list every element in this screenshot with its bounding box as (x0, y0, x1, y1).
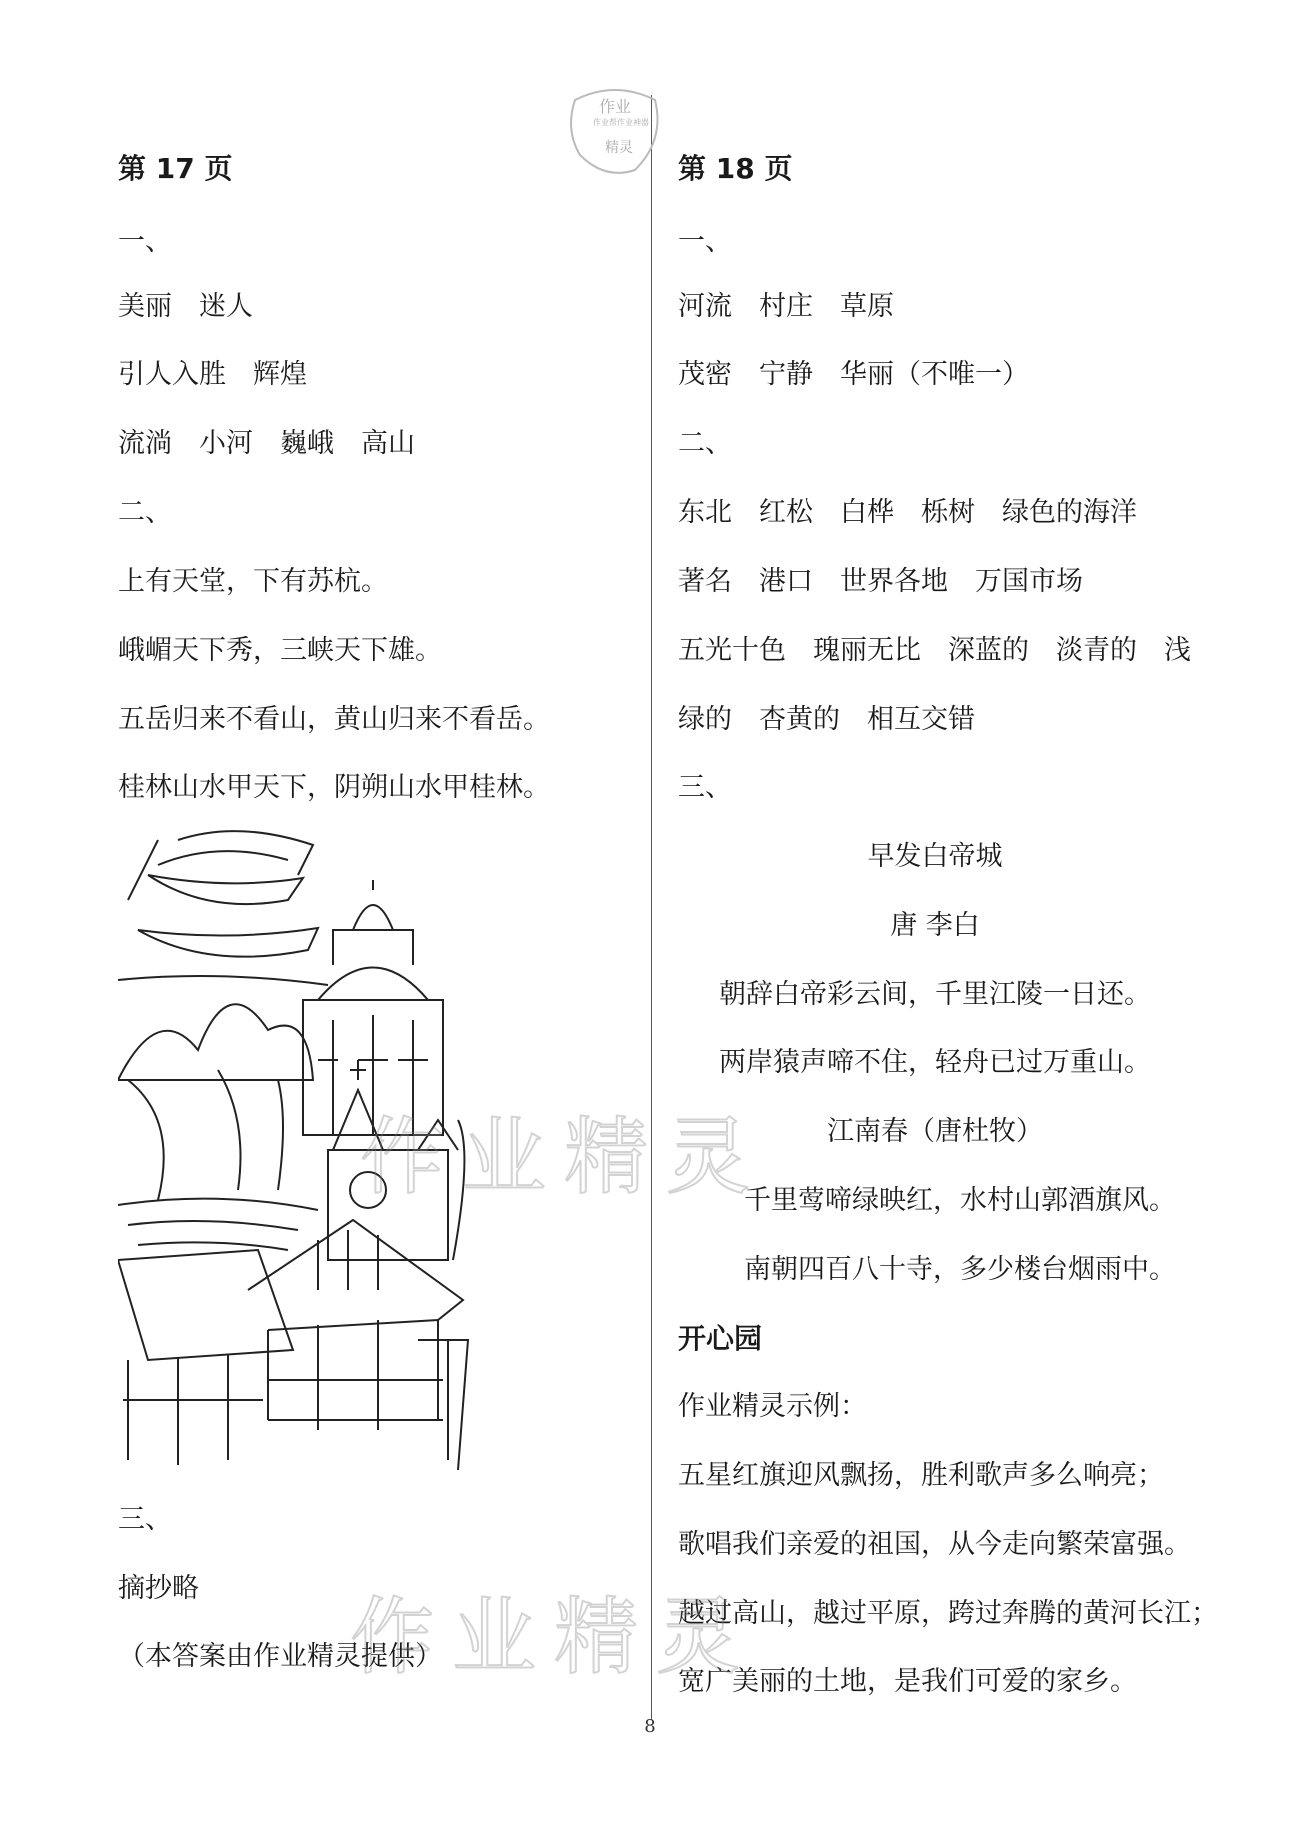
poem-line: 千里莺啼绿映红，水村山郭酒旗风。 (744, 1185, 1176, 1216)
stamp-side-text: 作业帮作业神器 (593, 118, 649, 127)
left-section-1-label: 一、 (118, 226, 172, 257)
left-answer-line: 美丽 迷人 (118, 291, 253, 322)
right-answer-line: 东北 红松 白桦 栎树 绿色的海洋 (678, 497, 1137, 528)
example-line: 歌唱我们亲爱的祖国，从今走向繁荣富强。 (678, 1529, 1191, 1560)
watermark-text: 作业精灵 (360, 1108, 769, 1206)
left-page-heading: 第 17 页 (118, 152, 233, 185)
right-answer-line: 著名 港口 世界各地 万国市场 (678, 566, 1083, 597)
right-answer-line: 河流 村庄 草原 (678, 291, 894, 322)
left-section-2-label: 二、 (118, 497, 172, 528)
right-section-3-label: 三、 (678, 772, 732, 803)
right-answer-line: 五光十色 瑰丽无比 深蓝的 淡青的 浅 (678, 635, 1191, 666)
left-source-note: （本答案由作业精灵提供） (118, 1641, 442, 1672)
poem-line: 朝辞白帝彩云间，千里江陵一日还。 (719, 979, 1151, 1010)
left-answer-line: 峨嵋天下秀，三峡天下雄。 (118, 635, 442, 666)
right-answer-line: 绿的 杏黄的 相互交错 (678, 704, 975, 735)
example-label: 作业精灵示例： (678, 1391, 867, 1422)
left-answer-line: 桂林山水甲天下，阴朔山水甲桂林。 (118, 772, 550, 803)
poem-title: 江南春（唐杜牧） (827, 1116, 1043, 1147)
left-answer-line: 流淌 小河 巍峨 高山 (118, 428, 415, 459)
poem-line: 南朝四百八十寺，多少楼台烟雨中。 (744, 1254, 1176, 1285)
stamp-top-text: 作业 (598, 97, 632, 116)
left-answer-line: 摘抄略 (118, 1573, 199, 1604)
stamp-bottom-text: 精灵 (605, 140, 633, 156)
watermark-stamp (565, 80, 665, 180)
poem-line: 两岸猿声啼不住，轻舟已过万重山。 (719, 1047, 1151, 1078)
left-answer-line: 上有天堂，下有苏杭。 (118, 566, 388, 597)
right-section-1-label: 一、 (678, 226, 732, 257)
left-section-3-label: 三、 (118, 1504, 172, 1535)
poem-author: 唐 李白 (890, 910, 980, 941)
example-line: 宽广美丽的土地，是我们可爱的家乡。 (678, 1666, 1137, 1697)
column-divider (651, 95, 652, 1720)
watermark-text: 作业精灵 (350, 1588, 759, 1686)
poem-title: 早发白帝城 (867, 841, 1003, 872)
right-page-heading: 第 18 页 (678, 152, 793, 185)
left-answer-line: 五岳归来不看山，黄山归来不看岳。 (118, 704, 550, 735)
happy-garden-heading: 开心园 (678, 1322, 763, 1355)
right-section-2-label: 二、 (678, 428, 732, 459)
page-number: 8 (644, 1716, 656, 1737)
left-answer-line: 引人入胜 辉煌 (118, 359, 307, 390)
example-line: 越过高山，越过平原，跨过奔腾的黄河长江； (678, 1598, 1218, 1629)
right-answer-line: 茂密 宁静 华丽（不唯一） (678, 359, 1029, 390)
example-line: 五星红旗迎风飘扬，胜利歌声多么响亮； (678, 1460, 1164, 1491)
